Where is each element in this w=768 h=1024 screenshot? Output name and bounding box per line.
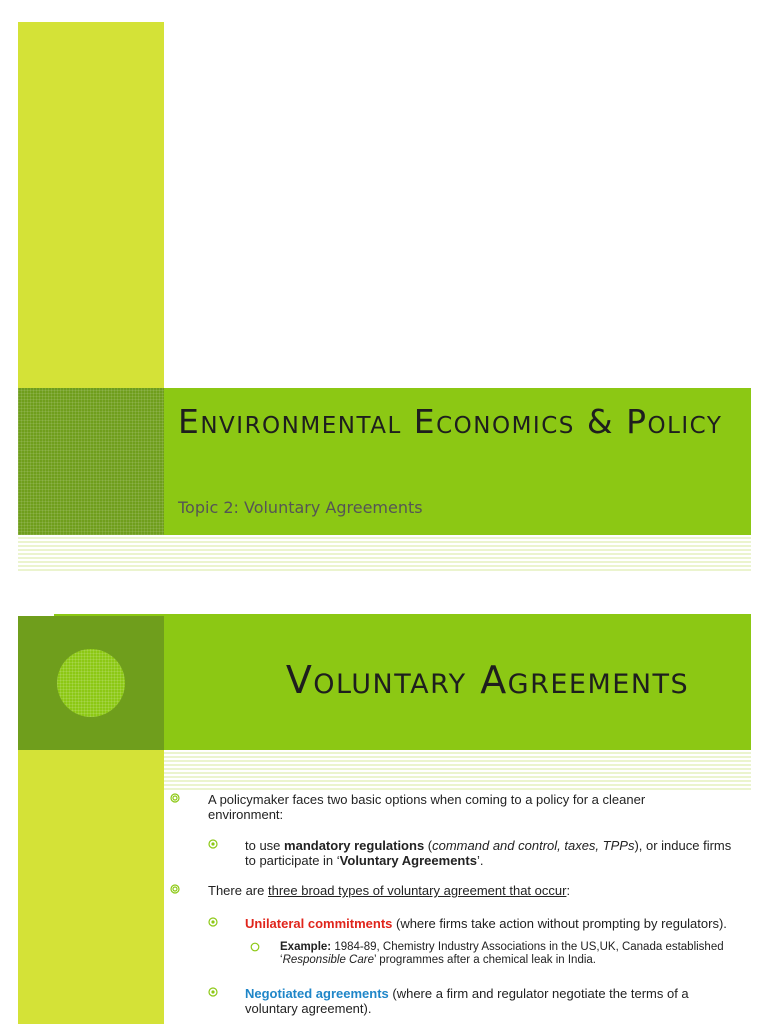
text-run: ), or induce firms to participate in ‘	[245, 838, 732, 868]
dot-circle-bullet-icon	[208, 987, 218, 997]
bullet-text	[245, 838, 745, 868]
striped-fade-divider	[18, 537, 751, 573]
slide1-title: Environmental Economics & Policy	[178, 402, 723, 441]
dot-circle-bullet-icon	[208, 917, 218, 927]
bullet-text	[208, 883, 718, 898]
voluntary-agreements-text: Voluntary Agreements	[339, 853, 477, 868]
text-run: 1984-89, Chemistry Industry Associations in the US,UK, Canada established ‘	[280, 941, 724, 966]
text-run: (	[424, 838, 433, 853]
text-run: (where a firm and regulator negotiate the terms of a voluntary agreement).	[245, 986, 689, 1016]
example-label: Example:	[280, 941, 332, 953]
bullet-text: A policymaker faces two basic options when coming to a policy for a cleaner environment:	[208, 792, 646, 822]
content-slide	[0, 600, 768, 1024]
responsible-care-text: Responsible Care	[282, 954, 374, 966]
text-run: ’ programmes after a chemical leak in India.	[373, 954, 596, 966]
lime-vertical-bar	[18, 750, 164, 1024]
striped-fade-divider	[164, 752, 751, 790]
lime-vertical-bar	[18, 22, 164, 388]
underlined-text: three broad types of voluntary agreement that occur	[267, 883, 567, 898]
italic-examples-text: command and control, taxes, TPPs	[432, 838, 635, 853]
text-run: to use	[245, 838, 285, 853]
mandatory-regulations-text: mandatory regulations	[284, 838, 425, 853]
slide2-title: Voluntary Agreements	[285, 658, 690, 702]
bullet-text	[245, 916, 750, 931]
hatched-green-block	[18, 388, 164, 535]
bullet-text	[245, 986, 725, 1016]
slide1-subtitle: Topic 2: Voluntary Agreements	[178, 498, 423, 517]
decorative-circle	[57, 649, 125, 717]
text-run: ’.	[476, 853, 484, 868]
double-circle-bullet-icon	[170, 793, 180, 803]
text-run: There are	[208, 883, 268, 898]
hollow-circle-bullet-icon	[250, 942, 260, 952]
negotiated-agreements-text: Negotiated agreements	[245, 986, 389, 1001]
text-run: (where firms take action without prompting by regulators).	[392, 916, 727, 931]
unilateral-commitments-text: Unilateral commitments	[245, 916, 393, 931]
dot-circle-bullet-icon	[208, 839, 218, 849]
double-circle-bullet-icon	[170, 884, 180, 894]
text-run: :	[566, 883, 571, 898]
bullet-text	[280, 941, 745, 967]
